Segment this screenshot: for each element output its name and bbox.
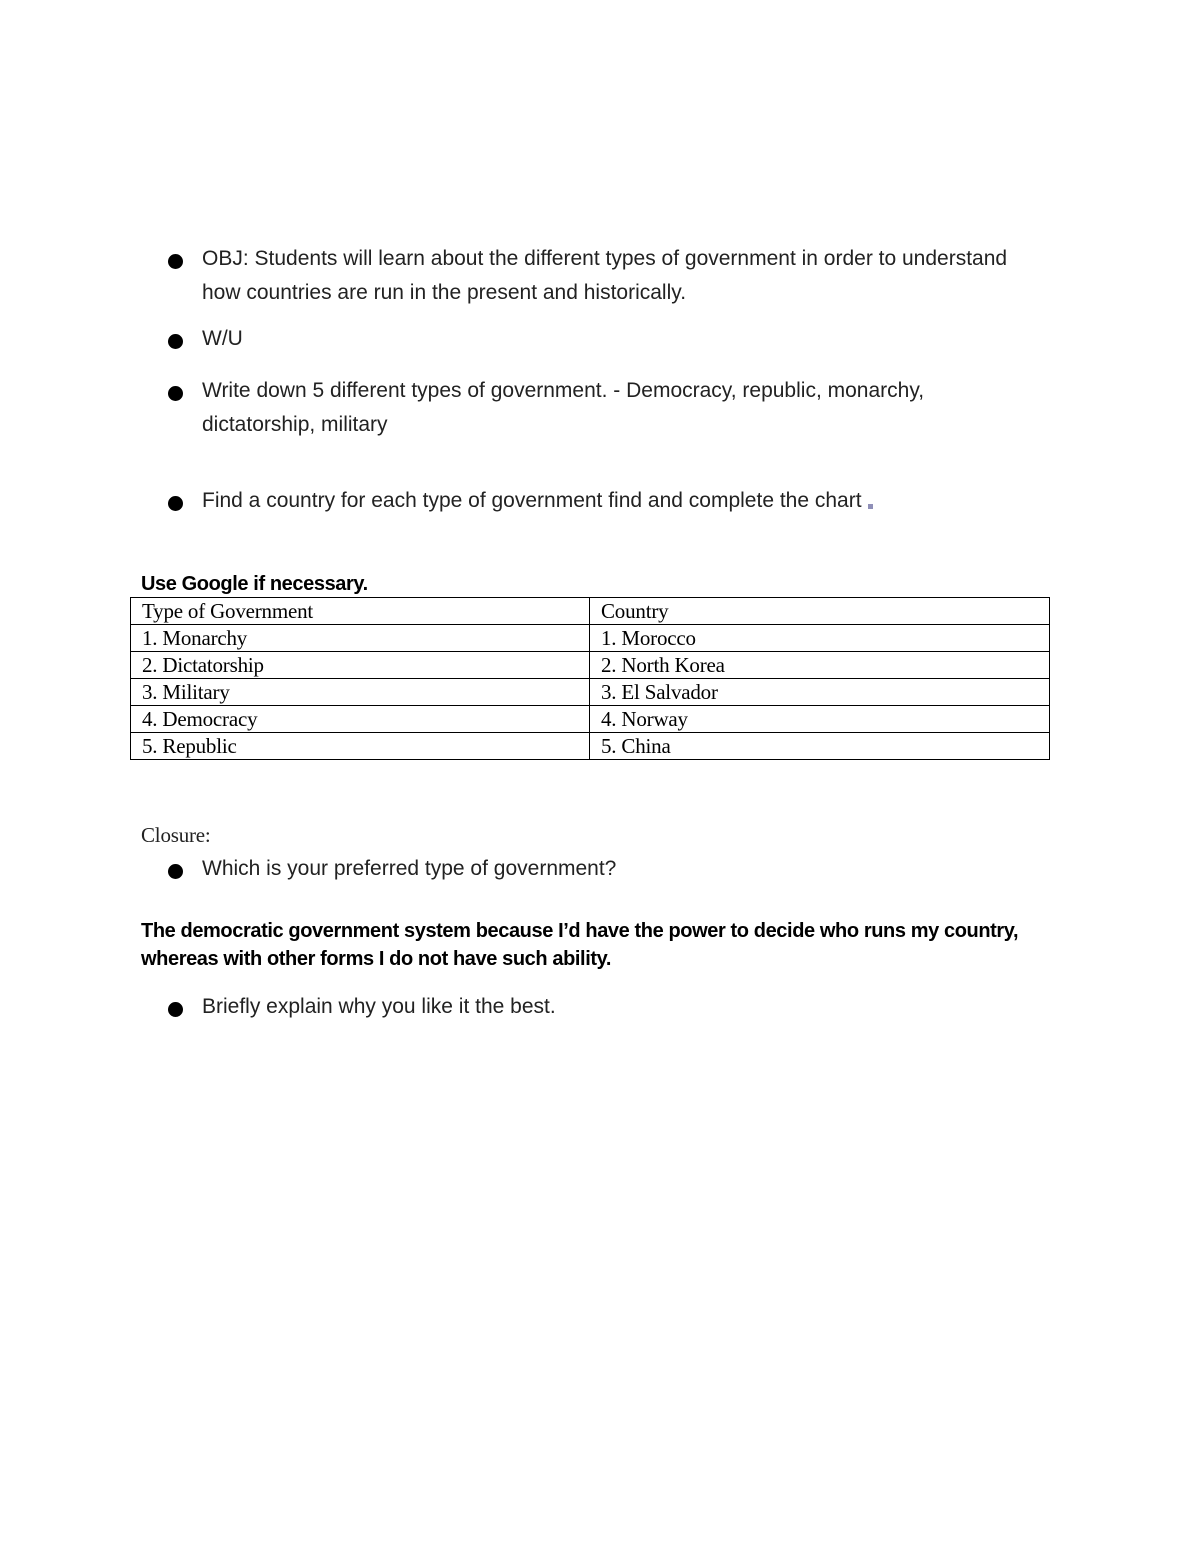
header-type-of-government: Type of Government xyxy=(131,598,590,625)
table-row xyxy=(131,706,1050,733)
find-country-line xyxy=(202,484,1028,518)
table-cell-type: 1. Monarchy xyxy=(131,625,590,652)
closure-label: Closure: xyxy=(141,823,211,847)
table-cell-type: 3. Military xyxy=(131,679,590,706)
bullet-explain xyxy=(168,990,1028,1024)
table-cell-country: 4. Norway xyxy=(590,706,1050,733)
objective-text: OBJ: Students will learn about the different types of government in order to understand how countries are run in the present and historically. xyxy=(202,247,1008,304)
bullet-dot-icon xyxy=(168,496,183,511)
table-header-row xyxy=(131,598,1050,625)
table-cell-type: 5. Republic xyxy=(131,733,590,760)
table-row xyxy=(131,679,1050,706)
bullet-find-country xyxy=(168,484,1028,518)
table-cell-type: 2. Dictatorship xyxy=(131,652,590,679)
table-row xyxy=(131,652,1050,679)
bullet-write-down xyxy=(168,374,1028,442)
table-cell-country: 1. Morocco xyxy=(590,625,1050,652)
bullet-dot-icon xyxy=(168,1002,183,1017)
bullet-dot-icon xyxy=(168,864,183,879)
cursor-marker-icon xyxy=(868,504,873,509)
table-cell-type: 4. Democracy xyxy=(131,706,590,733)
bullet-dot-icon xyxy=(168,386,183,401)
bullet-objective xyxy=(168,242,1028,310)
government-table xyxy=(130,597,1050,760)
bullet-dot-icon xyxy=(168,334,183,349)
bullet-question xyxy=(168,852,1028,886)
note-text: Use Google if necessary. xyxy=(141,573,368,595)
table-row xyxy=(131,733,1050,760)
table-row xyxy=(131,625,1050,652)
write-down-text: Write down 5 different types of government. - Democracy, republic, monarchy, dictatorship, military xyxy=(202,379,925,436)
find-country-text: Find a country for each type of government find and complete the chart xyxy=(202,489,862,512)
table-cell-country: 3. El Salvador xyxy=(590,679,1050,706)
explain-text: Briefly explain why you like it the best. xyxy=(202,995,556,1018)
bullet-warmup xyxy=(168,322,1028,356)
warmup-text: W/U xyxy=(202,327,243,350)
answer-text: The democratic government system because I’d have the power to decide who runs my country, whereas with other forms I do not have such ability. xyxy=(141,920,1019,970)
table-cell-country: 5. China xyxy=(590,733,1050,760)
bullet-dot-icon xyxy=(168,254,183,269)
header-country: Country xyxy=(590,598,1050,625)
table-cell-country: 2. North Korea xyxy=(590,652,1050,679)
question-text: Which is your preferred type of government? xyxy=(202,857,617,880)
